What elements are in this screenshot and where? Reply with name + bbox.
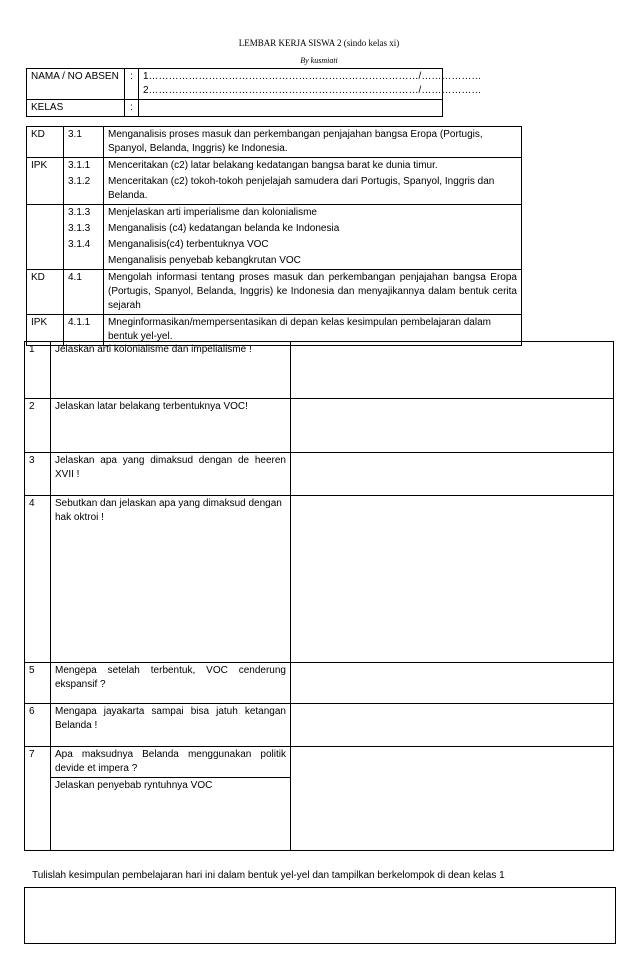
competency-text: Menjelaskan arti imperialisme dan kolonialisme: [104, 205, 522, 222]
competency-row: [27, 158, 522, 175]
question-row: [25, 399, 614, 453]
competency-text: Menganalisis(c4) terbentuknya VOC: [104, 237, 522, 253]
answer-field[interactable]: [291, 453, 614, 496]
question-number: 5: [25, 663, 51, 704]
competency-code: 3.1.3: [64, 205, 104, 222]
answer-field[interactable]: [291, 342, 614, 399]
answer-field[interactable]: [291, 747, 614, 851]
name-field[interactable]: [139, 69, 482, 100]
question-number: 6: [25, 704, 51, 747]
conclusion-answer-box[interactable]: [24, 887, 616, 944]
competency-text: Menganalisis (c4) kedatangan belanda ke Indonesia: [104, 221, 522, 237]
identity-table: [26, 68, 482, 117]
competency-row: [27, 270, 522, 315]
answer-field[interactable]: [291, 399, 614, 453]
competency-code: 4.1.1: [64, 315, 104, 346]
competency-table: [26, 126, 522, 346]
class-colon: :: [125, 100, 139, 117]
competency-text: Menganalisis penyebab kebangkrutan VOC: [104, 253, 522, 270]
question-row: [25, 747, 614, 851]
question-text: Jelaskan arti kolonialisme dan impelialisme !: [51, 342, 291, 399]
class-field[interactable]: [139, 100, 443, 117]
author-byline: By kusmiati: [300, 56, 338, 65]
class-label: KELAS: [27, 100, 125, 117]
name-line-2: 2………………………………………………………………………/………………: [143, 85, 482, 96]
competency-row: [27, 253, 522, 270]
question-number: 3: [25, 453, 51, 496]
conclusion-instruction: Tulislah kesimpulan pembelajaran hari ini dalam bentuk yel-yel dan tampilkan berkelompok di dean kelas 1: [32, 870, 505, 881]
competency-code: 3.1: [64, 127, 104, 158]
answer-field[interactable]: [291, 704, 614, 747]
competency-text: Menganalisis proses masuk dan perkembangan penjajahan bangsa Eropa (Portugis, Spanyol, Belanda, Inggris) ke Indonesia.: [104, 127, 522, 158]
competency-code: [64, 253, 104, 270]
question-text: Sebutkan dan jelaskan apa yang dimaksud dengan hak oktroi !: [51, 496, 291, 663]
competency-text: Mneginformasikan/mempersentasikan di depan kelas kesimpulan pembelajaran dalam bentuk yel-yel.: [104, 315, 522, 346]
competency-text: Menceritakan (c2) latar belakang kedatangan bangsa barat ke dunia timur.: [104, 158, 522, 175]
answer-field[interactable]: [291, 496, 614, 663]
competency-code: 3.1.4: [64, 237, 104, 253]
name-colon: :: [125, 69, 139, 100]
question-number: 4: [25, 496, 51, 663]
question-subtext: Jelaskan penyebab ryntuhnya VOC: [55, 780, 213, 791]
competency-row: [27, 205, 522, 222]
competency-text: Mengolah informasi tentang proses masuk dan perkembangan penjajahan bangsa Eropa (Portugis, Spanyol, Belanda, Inggris) ke Indonesia dan menyajikannya dalam bentuk cerita sejarah: [104, 270, 522, 315]
question-row: [25, 704, 614, 747]
questions-table: [24, 341, 614, 851]
competency-row: [27, 237, 522, 253]
competency-code: 4.1: [64, 270, 104, 315]
competency-type: KD: [27, 270, 64, 315]
question-text: Mengapa jayakarta sampai bisa jatuh ketangan Belanda !: [51, 704, 291, 747]
question-text: Jelaskan latar belakang terbentuknya VOC!: [51, 399, 291, 453]
question-row: [25, 453, 614, 496]
worksheet-title: LEMBAR KERJA SISWA 2 (sindo kelas xi): [238, 38, 400, 48]
competency-text: Menceritakan (c2) tokoh-tokoh penjelajah samudera dari Portugis, Spanyol, Inggris dan Belanda.: [104, 174, 522, 205]
competency-type: KD: [27, 127, 64, 158]
competency-row: [27, 127, 522, 158]
question-cell: [51, 747, 291, 851]
name-line-1: 1………………………………………………………………………/………………: [143, 71, 482, 82]
question-number: 2: [25, 399, 51, 453]
question-row: [25, 342, 614, 399]
question-row: [25, 663, 614, 704]
question-text: Jelaskan apa yang dimaksud dengan de heeren XVII !: [51, 453, 291, 496]
competency-type: IPK: [27, 315, 64, 346]
question-number: 1: [25, 342, 51, 399]
question-number: 7: [25, 747, 51, 851]
competency-type: IPK: [27, 158, 64, 205]
question-text: Mengepa setelah terbentuk, VOC cenderung ekspansif ?: [51, 663, 291, 704]
competency-code: 3.1.3: [64, 221, 104, 237]
answer-field[interactable]: [291, 663, 614, 704]
competency-row: [27, 174, 522, 205]
question-row: [25, 496, 614, 663]
competency-code: 3.1.2: [64, 174, 104, 205]
competency-row: [27, 221, 522, 237]
question-text: Apa maksudnya Belanda menggunakan politik devide et impera ?: [51, 747, 290, 778]
name-label: NAMA / NO ABSEN: [27, 69, 125, 100]
competency-type-blank: [27, 205, 64, 270]
competency-code: 3.1.1: [64, 158, 104, 175]
